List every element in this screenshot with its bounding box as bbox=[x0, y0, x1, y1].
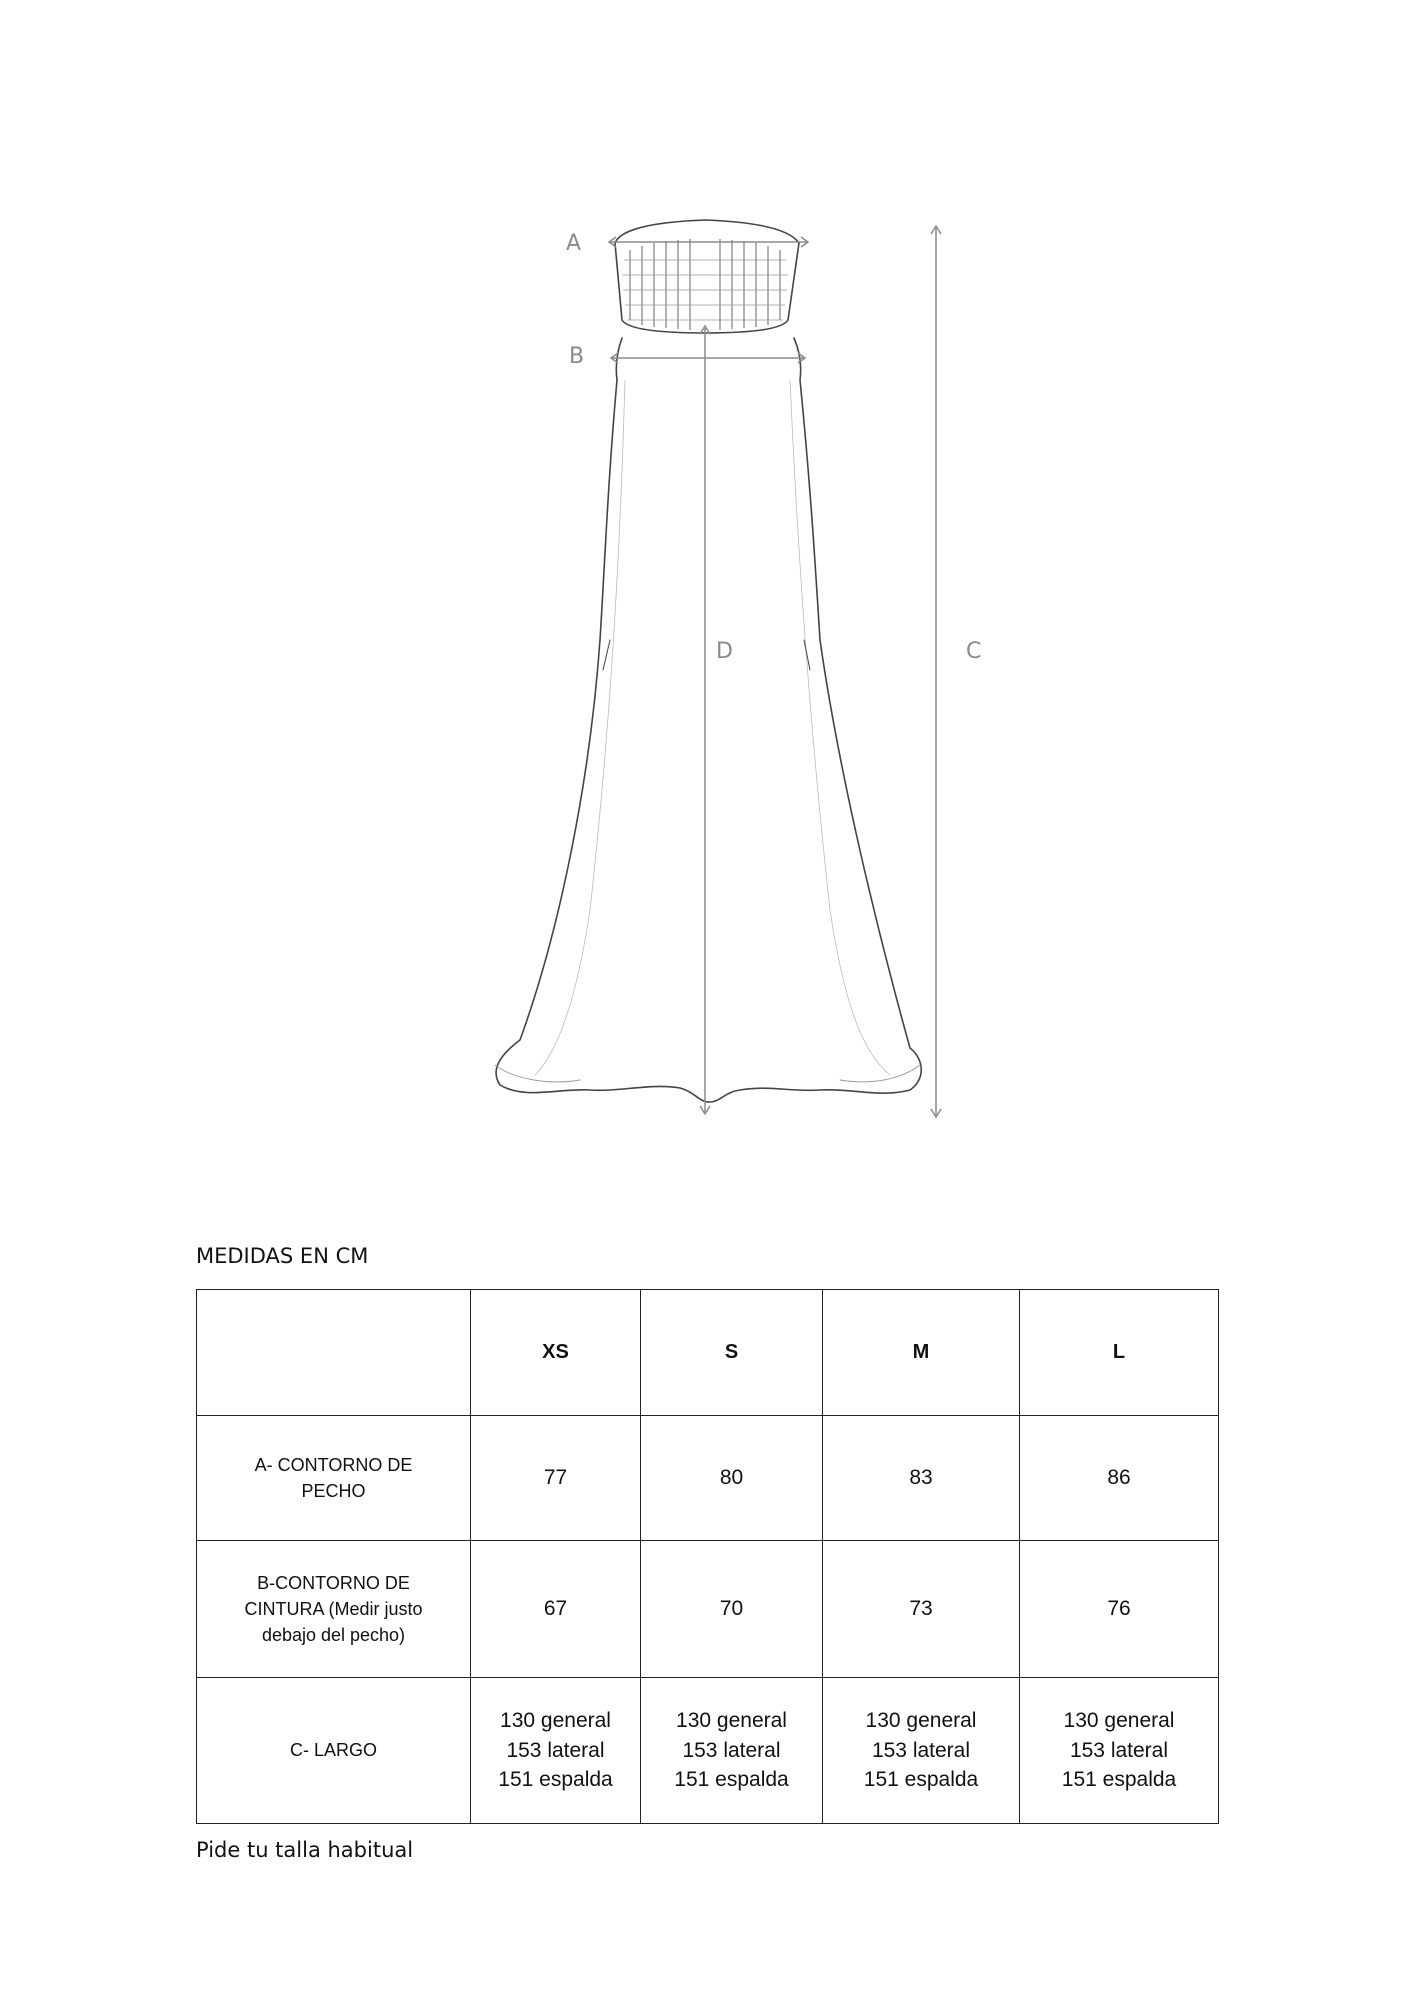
value-line: 83 bbox=[909, 1466, 933, 1490]
table-row-chest bbox=[197, 1416, 1219, 1541]
value-cell bbox=[471, 1416, 641, 1541]
table-row-waist bbox=[197, 1541, 1219, 1678]
value-line: 130 general bbox=[500, 1709, 611, 1733]
header-size-m: M bbox=[823, 1290, 1020, 1416]
bodice-pattern bbox=[622, 239, 788, 330]
row-label-line: C- LARGO bbox=[289, 1740, 377, 1761]
value-line: 153 lateral bbox=[1069, 1738, 1169, 1762]
value-line: 76 bbox=[1107, 1597, 1131, 1621]
header-size-s: S bbox=[641, 1290, 823, 1416]
header-size-l: L bbox=[1020, 1290, 1219, 1416]
value-cell bbox=[1020, 1541, 1219, 1678]
skirt-fold-right bbox=[790, 380, 890, 1075]
value-line: 130 general bbox=[1063, 1709, 1175, 1733]
value-cell bbox=[823, 1678, 1020, 1824]
value-cell bbox=[823, 1416, 1020, 1541]
value-line: 151 espalda bbox=[498, 1768, 613, 1792]
header-size-xs: XS bbox=[471, 1290, 641, 1416]
row-label-line: PECHO bbox=[301, 1481, 366, 1501]
value-line: 153 lateral bbox=[682, 1738, 781, 1762]
header-empty-cell bbox=[197, 1290, 471, 1416]
value-line: 86 bbox=[1107, 1466, 1131, 1490]
label-d: D bbox=[716, 639, 733, 664]
value-cell bbox=[823, 1541, 1020, 1678]
value-cell bbox=[1020, 1678, 1219, 1824]
skirt-outline bbox=[496, 338, 921, 1102]
value-line: 151 espalda bbox=[1061, 1768, 1177, 1792]
row-label-line: debajo del pecho) bbox=[261, 1625, 406, 1646]
skirt-hip-left bbox=[603, 640, 610, 670]
value-line: 73 bbox=[909, 1597, 933, 1621]
value-cell bbox=[471, 1541, 641, 1678]
row-label-chest bbox=[197, 1416, 471, 1541]
table-row-length bbox=[197, 1678, 1219, 1824]
row-label-line: B-CONTORNO DE bbox=[257, 1572, 410, 1593]
label-a: A bbox=[566, 231, 582, 256]
value-cell bbox=[641, 1416, 823, 1541]
value-cell bbox=[471, 1678, 641, 1824]
value-line: 153 lateral bbox=[871, 1738, 971, 1762]
row-label-line: A- CONTORNO DE bbox=[254, 1454, 413, 1475]
units-caption: MEDIDAS EN CM bbox=[196, 1244, 369, 1268]
row-label-line: CINTURA (Medir justo bbox=[244, 1598, 423, 1619]
skirt-fold-left bbox=[535, 380, 625, 1075]
value-cell bbox=[641, 1678, 823, 1824]
value-line: 151 espalda bbox=[674, 1768, 789, 1792]
value-line: 70 bbox=[719, 1597, 744, 1621]
value-line: 130 general bbox=[865, 1709, 977, 1733]
value-line: 151 espalda bbox=[863, 1768, 979, 1792]
hem-left-fold bbox=[495, 1065, 580, 1082]
table-header-row bbox=[197, 1290, 1219, 1416]
size-chart-table bbox=[196, 1289, 1219, 1824]
value-line: 77 bbox=[543, 1466, 568, 1490]
value-line: 67 bbox=[543, 1597, 568, 1621]
hem-right-fold bbox=[840, 1065, 920, 1082]
value-cell bbox=[1020, 1416, 1219, 1541]
value-line: 130 general bbox=[676, 1709, 787, 1733]
label-b: B bbox=[569, 344, 585, 369]
value-line: 80 bbox=[719, 1466, 744, 1490]
row-label-waist bbox=[197, 1541, 471, 1678]
value-line: 153 lateral bbox=[506, 1738, 605, 1762]
value-cell bbox=[641, 1541, 823, 1678]
row-label-length bbox=[197, 1678, 471, 1824]
size-advice-note: Pide tu talla habitual bbox=[196, 1838, 414, 1862]
label-c: C bbox=[966, 639, 982, 664]
bodice-outline bbox=[615, 220, 799, 333]
dress-diagram bbox=[320, 80, 1100, 1160]
